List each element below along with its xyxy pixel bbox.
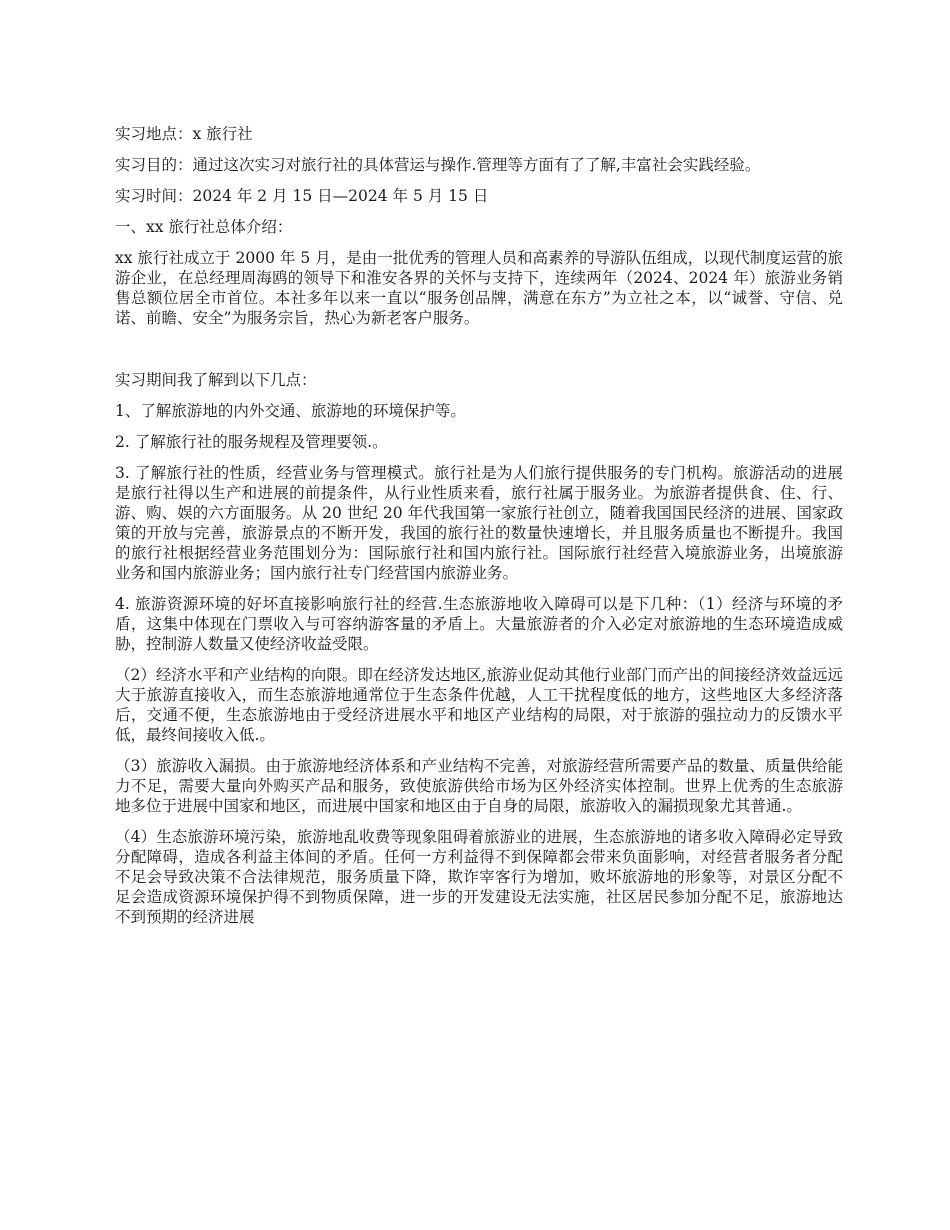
point-4-sub-2: （2）经济水平和产业结构的向限。即在经济发达地区,旅游业促动其他行业部门而产出的间接经济效益远远大于旅游直接收入，而生态旅游地通常位于生态条件优越，人工干扰程度低的地方，这些地区大多经济落后，交通不便，生态旅游地由于受经济进展水平和地区产业结构的局限，对于旅游的强拉动力的反馈水平低，最终间接收入低.。 [115, 666, 843, 744]
paragraph-spacer [115, 339, 843, 370]
document-body [115, 124, 843, 938]
point-1: 1、了解旅游地的内外交通、旅游地的环境保护等。 [115, 402, 466, 420]
internship-time: 实习时间：2024 年 2 月 15 日—2024 年 5 月 15 日 [115, 187, 489, 205]
internship-location: 实习地点：x 旅行社 [115, 125, 253, 143]
agency-intro-paragraph: xx 旅行社成立于 2000 年 5 月，是由一批优秀的管理人员和高素养的导游队伍组成，以现代制度运营的旅游企业，在总经理周海鸥的领导下和淮安各界的关怀与支持下，连续两年（2024、2024 年）旅游业务销售总额位居全市首位。本社多年以来一直以“服务创品牌，满意在东方”为立社之本，以“诚誉、守信、兑诺、前瞻、安全”为服务宗旨，热心为新老客户服务。 [115, 249, 843, 327]
learned-points-heading: 实习期间我了解到以下几点： [115, 371, 317, 389]
point-4-sub-4: （4）生态旅游环境污染，旅游地乱收费等现象阻碍着旅游业的进展，生态旅游地的诸多收入障碍必定导致分配障碍，造成各利益主体间的矛盾。任何一方利益得不到保障都会带来负面影响，对经营者服务者分配不足会导致决策不合法律规范，服务质量下降，欺诈宰客行为增加，败坏旅游地的形象等，对景区分配不足会造成资源环境保护得不到物质保障，进一步的开发建设无法实施，社区居民参加分配不足，旅游地达不到预期的经济进展 [115, 828, 843, 926]
point-2: 2. 了解旅行社的服务规程及管理要领.。 [115, 433, 388, 451]
point-4-sub-3: （3）旅游收入漏损。由于旅游地经济体系和产业结构不完善，对旅游经营所需要产品的数量、质量供给能力不足，需要大量向外购买产品和服务，致使旅游供给市场为区外经济实体控制。世界上优秀的生态旅游地多位于进展中国家和地区，而进展中国家和地区由于自身的局限，旅游收入的漏损现象尤其普通.。 [115, 757, 843, 815]
section-heading-intro: 一、xx 旅行社总体介绍： [115, 218, 293, 236]
internship-purpose: 实习目的：通过这次实习对旅行社的具体营运与操作.管理等方面有了了解,丰富社会实践经验。 [115, 156, 761, 174]
point-4: 4. 旅游资源环境的好坏直接影响旅行社的经营.生态旅游地收入障碍可以是下几种：（1）经济与环境的矛盾，这集中体现在门票收入与可容纳游客量的矛盾上。大量旅游者的介入必定对旅游地的生态环境造成威胁，控制游人数量又使经济收益受限。 [115, 595, 843, 653]
point-3: 3. 了解旅行社的性质，经营业务与管理模式。旅行社是为人们旅行提供服务的专门机构。旅游活动的进展是旅行社得以生产和进展的前提条件，从行业性质来看，旅行社属于服务业。为旅游者提供食、住、行、游、购、娱的六方面服务。从 20 世纪 20 年代我国第一家旅行社创立，随着我国国民经济的进展、国家政策的开放与完善，旅游景点的不断开发，我国的旅行社的数量快速增长，并且服务质量也不断提升。我国的旅行社根据经营业务范围划分为：国际旅行社和国内旅行社。国际旅行社经营入境旅游业务，出境旅游业务和国内旅游业务；国内旅行社专门经营国内旅游业务。 [115, 464, 843, 582]
